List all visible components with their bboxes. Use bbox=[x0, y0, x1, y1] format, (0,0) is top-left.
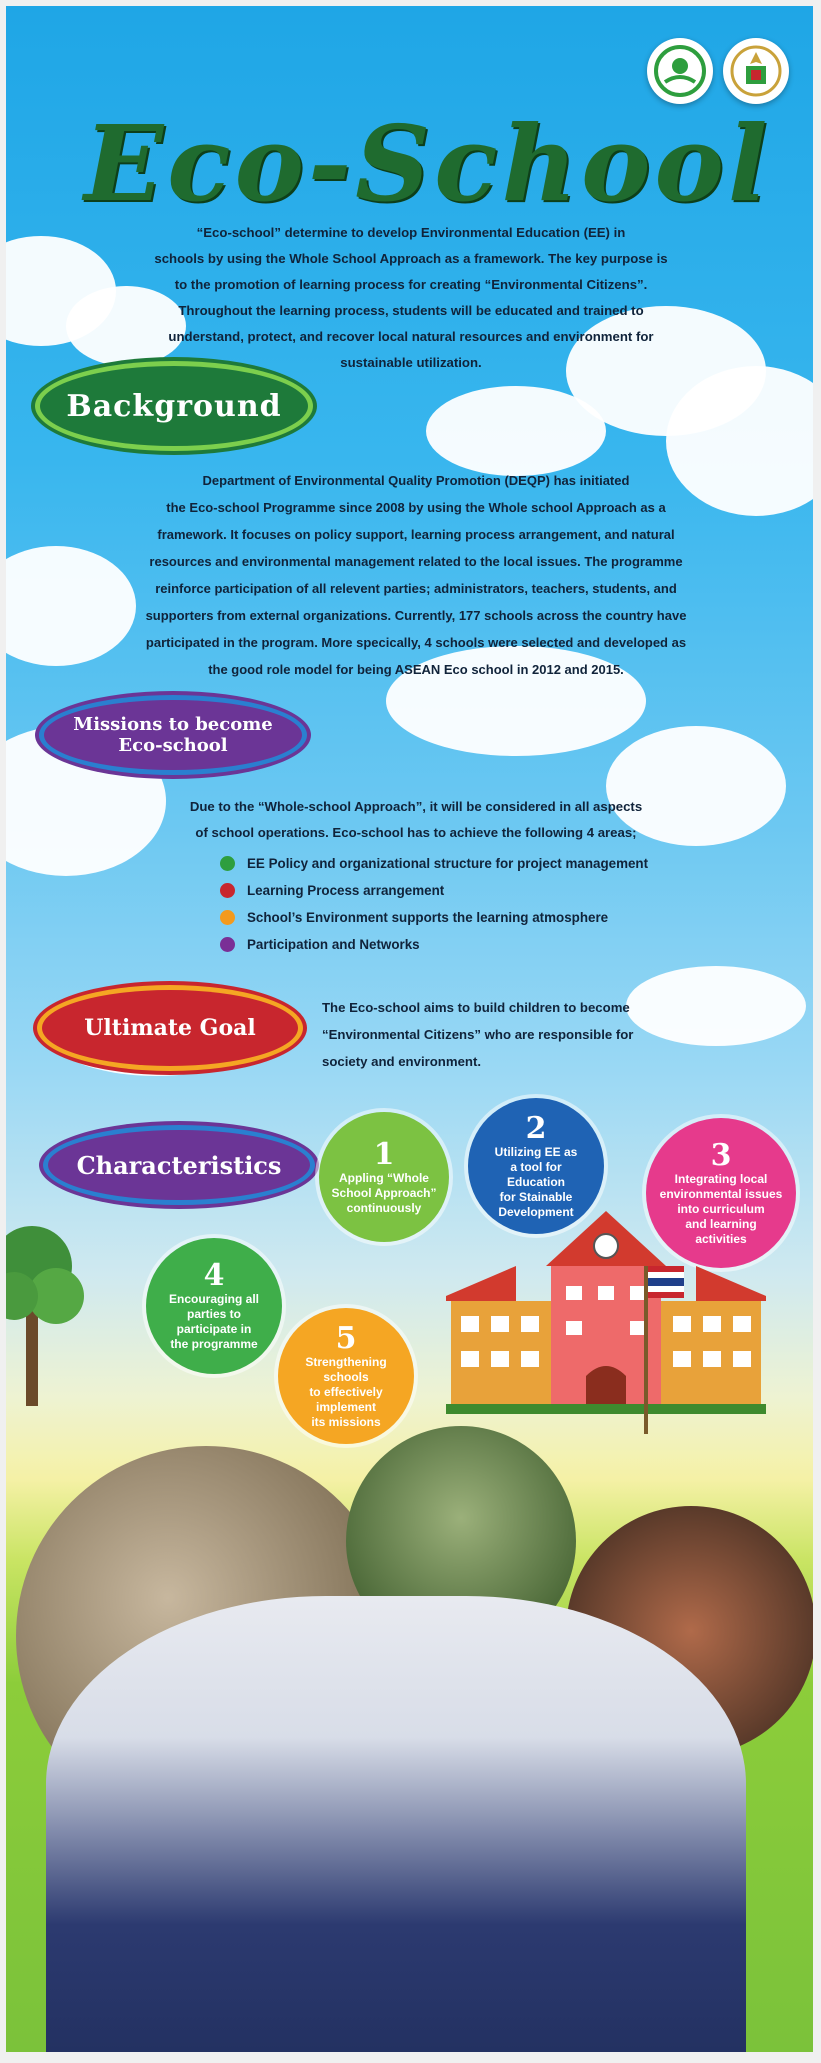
missions-heading-line: Missions to become bbox=[73, 714, 273, 735]
cloud bbox=[426, 386, 606, 476]
mission-area-label: Learning Process arrangement bbox=[247, 883, 445, 898]
students-photo-collage bbox=[6, 1426, 813, 2052]
ultimate-goal-heading-badge bbox=[42, 990, 298, 1066]
background-heading-badge bbox=[40, 366, 308, 446]
characteristic-circle-4 bbox=[146, 1238, 282, 1374]
goal-line: “Environmental Citizens” who are responsible for bbox=[322, 1027, 634, 1042]
mission-area-label: Participation and Networks bbox=[247, 937, 420, 952]
characteristic-text: continuously bbox=[346, 1200, 422, 1215]
school-building-illustration bbox=[436, 1206, 776, 1436]
missions-heading-line: Eco-school bbox=[118, 735, 228, 756]
intro-line: sustainable utilization. bbox=[340, 355, 482, 370]
background-line: reinforce participation of all relevent parties; administrators, teachers, students, and bbox=[155, 581, 677, 596]
students-photo bbox=[46, 1596, 746, 2052]
characteristic-number: 2 bbox=[525, 1110, 547, 1146]
background-line: the Eco-school Programme since 2008 by using the Whole school Approach as a bbox=[166, 500, 666, 515]
characteristic-number: 1 bbox=[373, 1136, 395, 1172]
characteristic-number: 3 bbox=[710, 1137, 732, 1173]
characteristics-heading: Characteristics bbox=[76, 1150, 282, 1180]
list-item bbox=[220, 904, 648, 931]
ultimate-goal-heading: Ultimate Goal bbox=[84, 1015, 256, 1041]
missions-line: of school operations. Eco-school has to achieve the following 4 areas; bbox=[195, 825, 637, 840]
characteristic-text: to effectively bbox=[309, 1384, 383, 1399]
red-dot-icon bbox=[220, 883, 235, 898]
characteristic-text: Encouraging all bbox=[168, 1292, 259, 1306]
characteristic-text: into curriculum bbox=[677, 1201, 765, 1216]
background-heading: Background bbox=[66, 388, 282, 424]
characteristic-text: implement bbox=[315, 1399, 376, 1414]
intro-line: understand, protect, and recover local natural resources and environment for bbox=[168, 329, 654, 344]
characteristic-circle-5 bbox=[278, 1308, 414, 1444]
list-item bbox=[220, 877, 648, 904]
characteristic-number: 5 bbox=[335, 1320, 357, 1356]
missions-heading-badge bbox=[44, 700, 302, 770]
characteristic-text: its missions bbox=[311, 1414, 381, 1429]
characteristic-text: Appling “Whole bbox=[339, 1170, 429, 1185]
purple-dot-icon bbox=[220, 937, 235, 952]
missions-line: Due to the “Whole-school Approach”, it will be considered in all aspects bbox=[189, 799, 643, 814]
intro-line: Throughout the learning process, students will be educated and trained to bbox=[178, 303, 644, 318]
background-line: framework. It focuses on policy support, learning process arrangement, and natural bbox=[157, 527, 675, 542]
background-line: resources and environmental management related to the local issues. The programme bbox=[149, 554, 683, 569]
characteristic-text: a tool for Education bbox=[506, 1159, 565, 1189]
characteristic-number: 4 bbox=[203, 1258, 225, 1293]
goal-line: society and environment. bbox=[322, 1054, 482, 1069]
characteristic-text: environmental issues bbox=[659, 1186, 783, 1201]
list-item bbox=[220, 931, 648, 958]
characteristic-text: the programme bbox=[170, 1337, 258, 1351]
missions-paragraph bbox=[126, 794, 706, 846]
characteristic-text: parties to bbox=[186, 1307, 241, 1321]
characteristic-circle-1 bbox=[319, 1112, 449, 1242]
background-paragraph bbox=[86, 467, 746, 683]
background-line: participated in the program. More specically, 4 schools were selected and developed as bbox=[145, 635, 687, 650]
orange-dot-icon bbox=[220, 910, 235, 925]
mission-area-label: School’s Environment supports the learning atmosphere bbox=[247, 910, 609, 925]
list-item bbox=[220, 850, 648, 877]
characteristic-text: for Stainable bbox=[499, 1189, 573, 1204]
characteristic-text: Utilizing EE as bbox=[494, 1144, 578, 1159]
characteristic-text: participate in bbox=[176, 1322, 252, 1336]
intro-paragraph bbox=[86, 220, 736, 376]
mission-areas-list bbox=[220, 850, 648, 958]
tree-illustration bbox=[6, 1186, 126, 1406]
characteristic-text: Strengthening schools bbox=[305, 1354, 387, 1384]
characteristic-text: School Approach” bbox=[331, 1185, 437, 1200]
ministry-emblem-logo bbox=[723, 38, 789, 104]
characteristic-text: Integrating local bbox=[674, 1171, 768, 1186]
background-line: supporters from external organizations. Currently, 177 schools across the country have bbox=[145, 608, 687, 623]
intro-line: schools by using the Whole School Approach as a framework. The key purpose is bbox=[154, 251, 668, 266]
page-title: Eco-School bbox=[84, 102, 772, 225]
logo-group bbox=[647, 38, 789, 104]
goal-line: The Eco-school aims to build children to become bbox=[322, 1000, 630, 1015]
characteristic-text: Development bbox=[498, 1204, 574, 1219]
background-line: Department of Environmental Quality Promotion (DEQP) has initiated bbox=[202, 473, 630, 488]
background-line: the good role model for being ASEAN Eco school in 2012 and 2015. bbox=[208, 662, 624, 677]
intro-line: to the promotion of learning process for creating “Environmental Citizens”. bbox=[174, 277, 648, 292]
ultimate-goal-paragraph bbox=[322, 994, 702, 1075]
mission-area-label: EE Policy and organizational structure for project management bbox=[247, 856, 649, 871]
characteristic-text: and learning activities bbox=[685, 1216, 757, 1246]
deqp-logo bbox=[647, 38, 713, 104]
green-dot-icon bbox=[220, 856, 235, 871]
intro-line: “Eco-school” determine to develop Environmental Education (EE) in bbox=[196, 225, 626, 240]
poster bbox=[6, 6, 813, 2052]
